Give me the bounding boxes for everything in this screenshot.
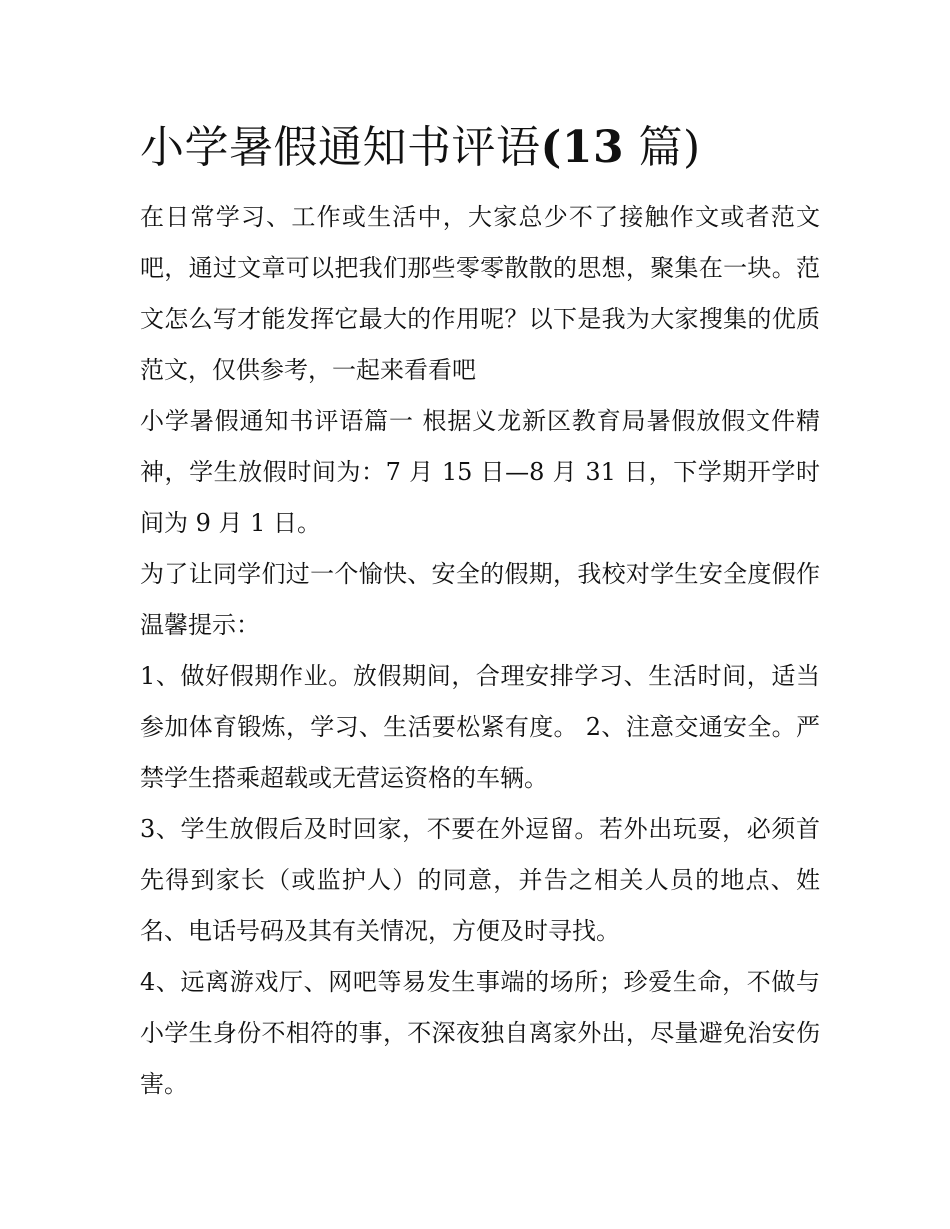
document-title [140, 118, 820, 178]
paragraph-item-1-2: 1、做好假期作业。放假期间，合理安排学习、生活时间，适当参加体育锻炼，学习、生活要松紧有度。 2、注意交通安全。严禁学生搭乘超载或无营运资格的车辆。 [140, 662, 820, 792]
title-number: 13 [561, 122, 625, 173]
paragraph-intro: 在日常学习、工作或生活中，大家总少不了接触作文或者范文吧，通过文章可以把我们那些零零散散的思想，聚集在一块。范文怎么写才能发挥它最大的作用呢？以下是我为大家搜集的优质范文，仅供参考，一起来看看吧 [140, 203, 820, 384]
title-paren-open: ( [540, 122, 562, 173]
title-suffix: 篇) [624, 122, 701, 173]
paragraph-item-3: 3、学生放假后及时回家，不要在外逗留。若外出玩耍，必须首先得到家长（或监护人）的同意，并告之相关人员的地点、姓名、电话号码及其有关情况，方便及时寻找。 [140, 815, 820, 945]
paragraph-schedule: 小学暑假通知书评语篇一 根据义龙新区教育局暑假放假文件精神，学生放假时间为：7 月 15 日—8 月 31 日，下学期开学时间为 9 月 1 日。 [140, 407, 820, 537]
title-text: 小学暑假通知书评语 [140, 122, 541, 173]
paragraph-safety-intro: 为了让同学们过一个愉快、安全的假期，我校对学生安全度假作温馨提示： [140, 560, 820, 639]
paragraph-item-4: 4、远离游戏厅、网吧等易发生事端的场所；珍爱生命，不做与小学生身份不相符的事，不深夜独自离家外出，尽量避免治安伤害。 [140, 968, 820, 1098]
document-body [140, 118, 820, 1110]
